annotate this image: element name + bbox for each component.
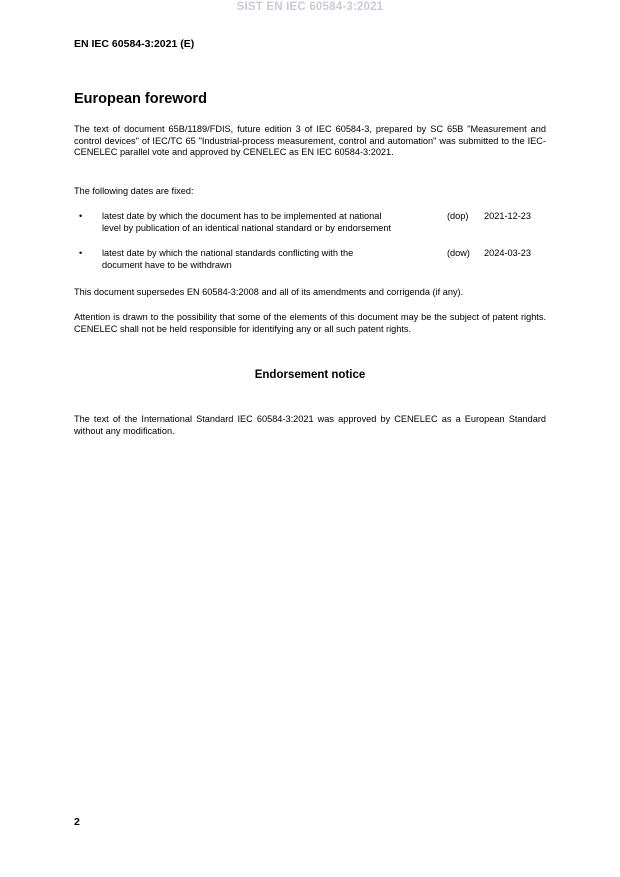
dates-intro: The following dates are fixed: xyxy=(74,186,194,196)
bullet-marker: • xyxy=(79,248,83,258)
bullet-marker: • xyxy=(79,211,83,221)
date-item-date: 2021-12-23 xyxy=(484,211,531,221)
date-item-line: latest date by which the national standards conflicting with the xyxy=(102,248,354,258)
date-item-code: (dop) xyxy=(447,211,469,221)
supersedes-paragraph: This document supersedes EN 60584-3:2008 and all of its amendments and corrigenda (if any). xyxy=(74,287,464,297)
foreword-title: European foreword xyxy=(74,91,207,107)
document-id: EN IEC 60584-3:2021 (E) xyxy=(74,38,195,50)
date-item-line: level by publication of an identical national standard or by endorsement xyxy=(102,222,392,233)
endorsement-paragraph: The text of the International Standard IEC 60584-3:2021 was approved by CENELEC as a European Standard without any modification. xyxy=(74,414,546,436)
date-item-line: document have to be withdrawn xyxy=(102,259,232,270)
date-item-code: (dow) xyxy=(447,248,470,258)
date-item-description xyxy=(102,211,422,234)
foreword-paragraph: The text of document 65B/1189/FDIS, future edition 3 of IEC 60584-3, prepared by SC 65B "Measurement and control devices" of IEC/TC 65 "Industrial-process measurement, control and automation" was submitted to the IEC-CENELEC parallel vote and approved by CENELEC as EN IEC 60584-3:2021. xyxy=(74,124,546,157)
watermark: SIST EN IEC 60584-3:2021 xyxy=(236,1,384,13)
page-number: 2 xyxy=(74,816,80,828)
attention-paragraph: Attention is drawn to the possibility that some of the elements of this document may be the subject of patent rights. CENELEC shall not be held responsible for identifying any or all such patent rights. xyxy=(74,312,546,334)
endorsement-title: Endorsement notice xyxy=(254,369,366,381)
date-item-description xyxy=(102,248,422,271)
date-item-line: latest date by which the document has to be implemented at national xyxy=(102,211,382,221)
date-item-date: 2024-03-23 xyxy=(484,248,531,258)
